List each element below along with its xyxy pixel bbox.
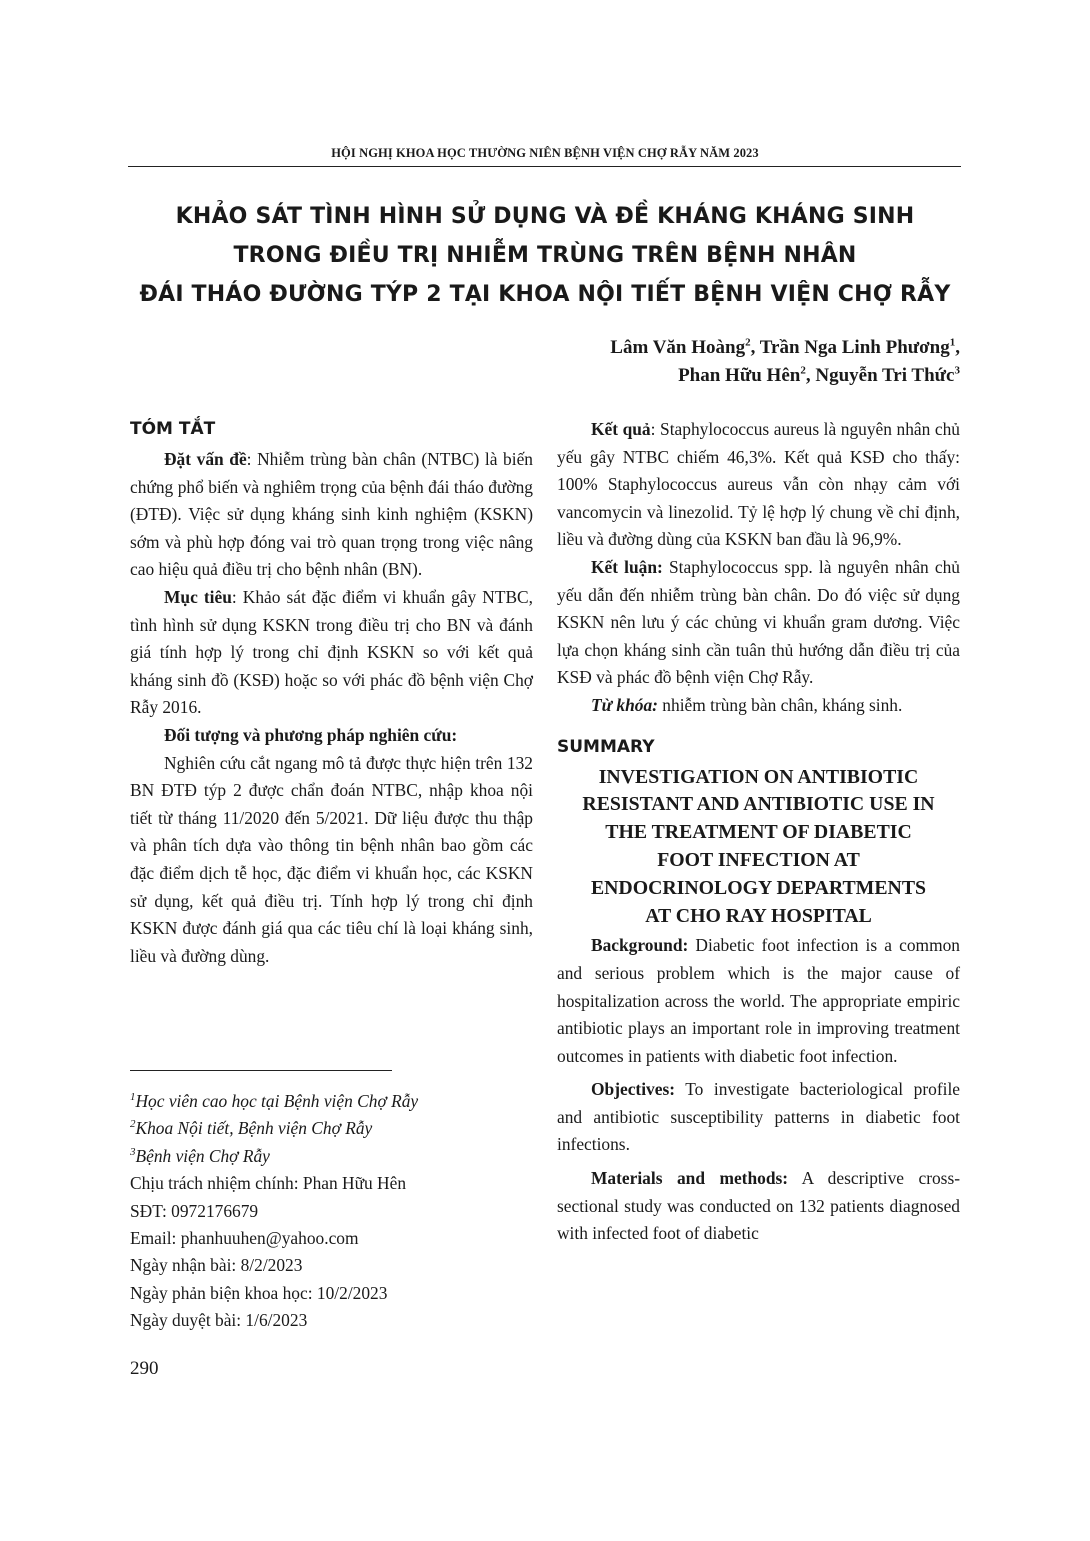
en-title-line: FOOT INFECTION AT (657, 848, 860, 871)
en-objectives-text: To investigate bacteriological profile and antibiotic susceptibility patterns in diabetic foot infections. (557, 1079, 960, 1155)
footnotes (130, 1088, 418, 1335)
right-column (557, 410, 960, 1248)
author-list (610, 334, 960, 390)
vi-objective-paragraph (130, 584, 533, 722)
vi-keywords-paragraph (557, 692, 960, 720)
en-title-line: ENDOCRINOLOGY DEPARTMENTS (590, 876, 927, 899)
footnote-accepted: Ngày duyệt bài: 1/6/2023 (130, 1310, 308, 1331)
en-objectives-paragraph (557, 1076, 960, 1159)
footnote-affiliation-2 (130, 1115, 418, 1142)
author-separator: , (955, 337, 960, 358)
vi-results-label: Kết quả (591, 419, 651, 439)
footnote-text: Bệnh viện Chợ Rẫy (135, 1145, 270, 1166)
author-line-2 (610, 362, 960, 390)
title-line-3: ĐÁI THÁO ĐƯỜNG TÝP 2 TẠI KHOA NỘI TIẾT BỆNH VIỆN CHỢ RẪY (139, 282, 951, 307)
author-name: Lâm Văn Hoàng (610, 337, 746, 358)
title-line-2: TRONG ĐIỀU TRỊ NHIỄM TRÙNG TRÊN BỆNH NHÂN (233, 243, 857, 268)
en-title-line: RESISTANT AND ANTIBIOTIC USE IN (582, 793, 935, 816)
footnote-text: Học viên cao học tại Bệnh viện Chợ Rẫy (135, 1091, 419, 1111)
vi-background-text: : Nhiễm trùng bàn chân (NTBC) là biến chứng phổ biến và nghiêm trọng của bệnh đái tháo đường (ĐTĐ). Việc sử dụng kháng sinh kinh nghiệm (KSKN) sớm và phù hợp đóng vai trò quan trọng trong việc nâng cao hiệu quả điều trị cho bệnh nhân (BN). (130, 449, 533, 580)
author-separator: , (750, 337, 760, 358)
vi-background-paragraph (130, 446, 533, 584)
en-background-text: Diabetic foot infection is a common and serious problem which is the major cause of hospitalization across the world. The appropriate empiric antibiotic plays an important role in improving treatment outcomes in patients with diabetic foot infection. (557, 935, 960, 1066)
footnote-phone: SĐT: 0972176679 (130, 1200, 259, 1221)
en-methods-label: Materials and methods: (591, 1168, 789, 1189)
title-line-1: KHẢO SÁT TÌNH HÌNH SỬ DỤNG VÀ ĐỀ KHÁNG KHÁNG SINH (175, 204, 915, 229)
vi-conclusion-paragraph (557, 554, 960, 692)
vi-background-label: Đặt vấn đề (164, 449, 247, 469)
author-name: Phan Hữu Hên (678, 365, 801, 386)
paper-title (130, 197, 960, 314)
vi-results-paragraph (557, 416, 960, 554)
footnote-responsible: Chịu trách nhiệm chính: Phan Hữu Hên (130, 1173, 407, 1194)
vi-methods-text: Nghiên cứu cắt ngang mô tả được thực hiện trên 132 BN ĐTĐ týp 2 được chẩn đoán NTBC, nhập khoa nội tiết từ tháng 11/2020 đến 5/2021. Dữ liệu được thu thập và phân tích dựa vào thông tin bệnh nhân bao gồm các đặc điểm dịch tễ học, đặc điểm vi khuẩn học, các KSKN sử dụng, kết quả điều trị. Tính hợp lý trong chỉ định KSKN được đánh giá qua các tiêu chí là loại kháng sinh, liều và đường dùng. (130, 752, 533, 966)
vi-keywords-label: Từ khóa: (591, 694, 658, 715)
footnote-sup: 2 (130, 1118, 136, 1131)
footnote-reviewed: Ngày phản biện khoa học: 10/2/2023 (130, 1282, 388, 1303)
footnote-text: Khoa Nội tiết, Bệnh viện Chợ Rẫy (135, 1118, 373, 1139)
header-divider (128, 166, 961, 167)
vi-conclusion-label: Kết luận: (591, 556, 663, 577)
footnote-sup: 1 (130, 1091, 136, 1104)
en-background-paragraph (557, 932, 960, 1070)
vi-abstract-column (130, 410, 533, 970)
en-methods-text: A descriptive cross-sectional study was conducted on 132 patients diagnosed with infected foot of diabetic (557, 1168, 961, 1244)
footnote-affiliation-3 (130, 1143, 418, 1170)
footnote-divider (130, 1070, 392, 1071)
en-title-line: INVESTIGATION ON ANTIBIOTIC (598, 765, 919, 788)
en-background-label: Background: (591, 935, 689, 956)
vi-methods-label-text: Đối tượng và phương pháp nghiên cứu: (164, 724, 458, 745)
vi-objective-label: Mục tiêu (164, 586, 232, 607)
vi-abstract-heading: TÓM TẮT (130, 419, 216, 439)
author-affil-sup: 1 (949, 336, 956, 349)
vi-methods-label (130, 722, 533, 750)
vi-results-text: : Staphylococcus aureus là nguyên nhân chủ yếu gây NTBC chiếm 46,3%. Kết quả KSĐ cho thấy: 100% Staphylococcus aureus vẫn còn nhạy cảm với vancomycin và linezolid. Tỷ lệ hợp lý chung về chỉ định, liều và đường dùng của KSKN ban đầu là 96,9%. (557, 419, 960, 550)
en-summary-heading: SUMMARY (557, 736, 655, 757)
vi-conclusion-text: Staphylococcus spp. là nguyên nhân chủ yếu dẫn đến nhiễm trùng bàn chân. Do đó việc sử dụng KSKN nên lưu ý các chủng vi khuẩn gram dương. Việc lựa chọn kháng sinh cần tuân thủ hướng dẫn điều trị của KSĐ và phác đồ bệnh viện Chợ Rẫy. (557, 556, 961, 688)
author-line-1 (610, 334, 960, 362)
footnote-affiliation-1 (130, 1088, 418, 1115)
author-name: Trần Nga Linh Phương (759, 337, 950, 358)
en-methods-paragraph (557, 1165, 960, 1248)
en-title-line: AT CHO RAY HOSPITAL (645, 904, 872, 927)
author-separator: , (805, 365, 816, 386)
running-header: HỘI NGHỊ KHOA HỌC THƯỜNG NIÊN BỆNH VIỆN CHỢ RẪY NĂM 2023 (331, 146, 759, 160)
author-affil-sup: 2 (800, 364, 806, 377)
author-name: Nguyễn Tri Thức (815, 365, 955, 386)
author-affil-sup: 2 (745, 336, 751, 349)
page-number: 290 (130, 1358, 159, 1379)
author-affil-sup: 3 (954, 364, 960, 377)
en-title-line: THE TREATMENT OF DIABETIC (605, 821, 912, 844)
en-objectives-label: Objectives: (591, 1079, 676, 1100)
footnote-sup: 3 (130, 1146, 136, 1159)
vi-keywords-text: nhiễm trùng bàn chân, kháng sinh. (657, 694, 903, 715)
vi-objective-text: : Khảo sát đặc điểm vi khuẩn gây NTBC, tình hình sử dụng KSKN trong điều trị cho BN và đánh giá tính hợp lý trong chỉ định KSKN so với kết quả kháng sinh đồ (KSĐ) hoặc so với phác đồ bệnh viện Chợ Rẫy 2016. (130, 586, 533, 718)
footnote-received: Ngày nhận bài: 8/2/2023 (130, 1255, 303, 1276)
en-summary-title (557, 764, 960, 931)
footnote-email: Email: phanhuuhen@yahoo.com (130, 1228, 359, 1249)
